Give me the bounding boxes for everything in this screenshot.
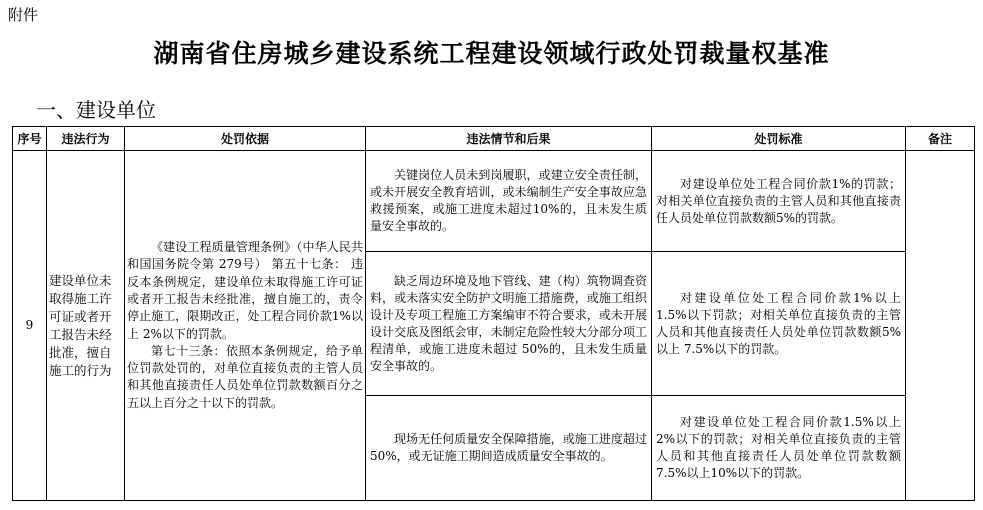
basis-paragraph-1: 《建设工程质量管理条例》（中华人民共和国国务院令第 279号） 第五十七条： 违反本条例规定，建设单位未取得施工许可证或者开工报告未经批准，擅自施工的，责令停止施工，限期改正，处工程合同价款1%以上 2%以下的罚款。: [127, 240, 363, 341]
cell-penalty-1: [652, 151, 906, 252]
penalty-text: 对建设单位处工程合同价款1%的罚款；对相关单位直接负责的主管人员和其他直接责任人员处单位罚款数额5%的罚款。: [656, 176, 901, 225]
table-header-row: [13, 127, 975, 151]
cell-penalty-3: [652, 396, 906, 501]
section-heading: 一、建设单位: [36, 98, 156, 122]
header-seq: 序号: [13, 127, 47, 151]
header-basis: 处罚依据: [125, 127, 366, 151]
cell-seq: 9: [13, 151, 47, 501]
penalty-text: 对建设单位处工程合同价款1.5%以上 2%以下的罚款；对相关单位直接负责的主管人员和其他直接责任人员处单位罚款数额7.5%以上10%以下的罚款。: [656, 415, 901, 480]
cell-circumstance-2: [366, 252, 652, 396]
cell-note: [906, 151, 975, 501]
penalty-text: 对建设单位处工程合同价款1%以上 1.5%以下罚款；对相关单位直接负责的主管人员和其他直接责任人员处单位罚款数额5%以上 7.5%以下的罚款。: [656, 290, 901, 356]
penalty-table: [12, 126, 975, 501]
attachment-label: 附件: [8, 6, 39, 24]
header-note: 备注: [906, 127, 975, 151]
circumstance-text: 关键岗位人员未到岗履职，或建立安全责任制，或未开展安全教育培训，或未编制生产安全事故应急救援预案，或施工进度未超过10%的，且未发生质量安全事故的。: [370, 168, 647, 233]
circumstance-text: 缺乏周边环境及地下管线、建（构）筑物调查资料，或未落实安全防护文明施工措施费，或施工组织设计及专项工程施工方案编审不符合要求，或未开展设计交底及图纸会审，未制定危险性较大分部分项工程清单，或施工进度未超过 50%的，且未发生质量安全事故的。: [370, 273, 647, 373]
cell-penalty-2: [652, 252, 906, 396]
header-circumstance: 违法情节和后果: [366, 127, 652, 151]
cell-circumstance-3: [366, 396, 652, 501]
header-violation: 违法行为: [47, 127, 125, 151]
cell-circumstance-1: [366, 151, 652, 252]
header-penalty: 处罚标准: [652, 127, 906, 151]
table-row: [13, 151, 975, 252]
cell-violation: 建设单位未取得施工许可证或者开工报告未经批准，擅自施工的行为: [47, 151, 125, 501]
cell-basis: [125, 151, 366, 501]
document-title: 湖南省住房城乡建设系统工程建设领域行政处罚裁量权基准: [153, 39, 830, 68]
circumstance-text: 现场无任何质量安全保障措施，或施工进度超过50%，或无证施工期间造成质量安全事故的。: [370, 432, 647, 463]
basis-paragraph-2: 第七十三条：依照本条例规定，给予单位罚款处罚的，对单位直接负责的主管人员和其他直接责任人员处单位罚款数额百分之五以上百分之十以下的罚款。: [127, 343, 363, 410]
